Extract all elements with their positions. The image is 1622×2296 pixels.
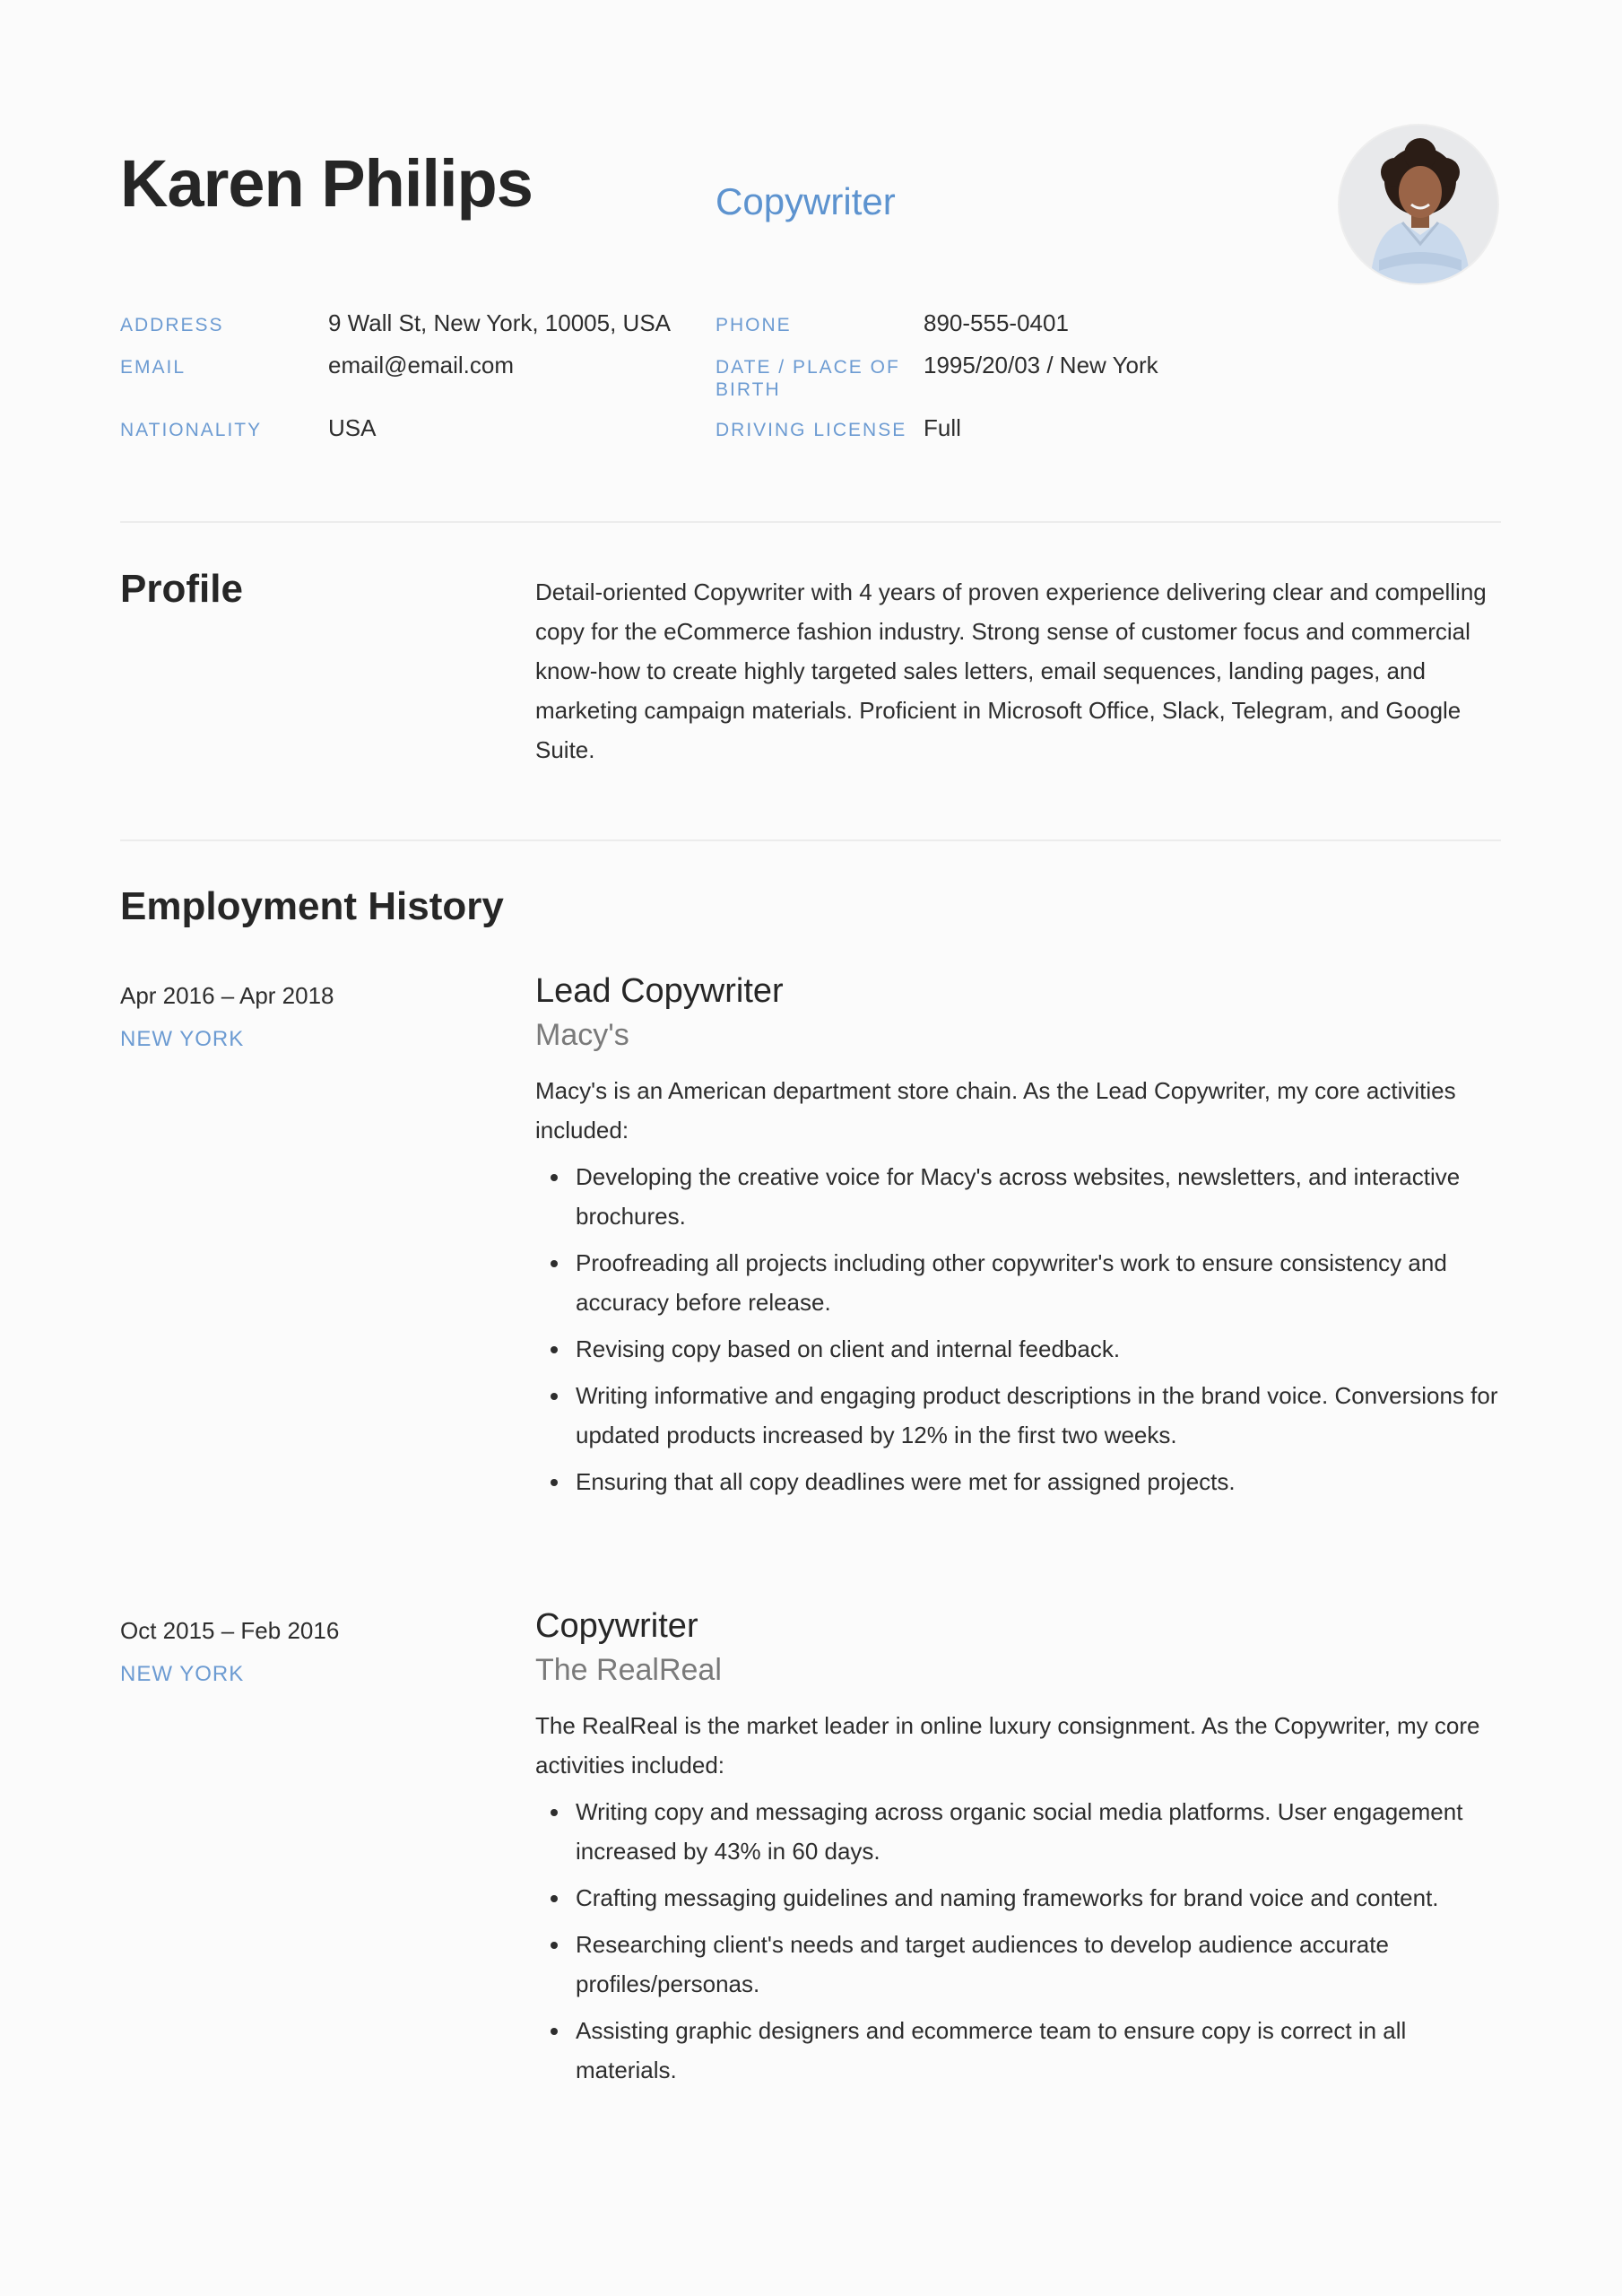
list-item: Researching client's needs and target audiences to develop audience accurate profiles/personas. (576, 1925, 1505, 2004)
job-description: The RealReal is the market leader in online luxury consignment. As the Copywriter, my core activities included: (535, 1712, 1480, 1779)
profile-heading: Profile (120, 567, 243, 611)
license-label: DRIVING LICENSE (716, 420, 907, 440)
candidate-name: Karen Philips (120, 146, 533, 221)
dob-value: 1995/20/03 / New York (924, 352, 1158, 378)
portrait-photo (1340, 126, 1497, 283)
phone-label: PHONE (716, 315, 792, 335)
section-divider (120, 521, 1501, 523)
address-value: 9 Wall St, New York, 10005, USA (328, 309, 672, 336)
job-dates: Apr 2016 – Apr 2018 (120, 982, 334, 1009)
nationality-label: NATIONALITY (120, 420, 263, 440)
job-bullets (535, 1157, 1505, 1501)
list-item: Proofreading all projects including other copywriter's work to ensure consistency and accuracy before release. (576, 1243, 1505, 1322)
candidate-title: Copywriter (716, 180, 896, 222)
phone-value: 890-555-0401 (924, 309, 1069, 336)
job-bullets (535, 1792, 1505, 2090)
job-description: Macy's is an American department store chain. As the Lead Copywriter, my core activities included: (535, 1077, 1456, 1144)
job-dates: Oct 2015 – Feb 2016 (120, 1617, 340, 1644)
job-company: Macy's (535, 1018, 629, 1052)
job-details (535, 1607, 1505, 2097)
address-label: ADDRESS (120, 315, 224, 335)
employment-heading: Employment History (120, 884, 504, 928)
avatar (1340, 126, 1497, 283)
list-item: Revising copy based on client and internal feedback. (576, 1329, 1505, 1369)
details-row (120, 413, 1501, 467)
profile-text: Detail-oriented Copywriter with 4 years of proven experience delivering clear and compelling copy for the eCommerce fashion industry. Strong sense of customer focus and commercial know-how to create highly targeted sales letters, email sequences, landing pages, and marketing campaign materials. Proficient in Microsoft Office, Slack, Telegram, and Google Suite. (535, 578, 1487, 763)
nationality-value: USA (328, 414, 377, 441)
job-city: NEW YORK (120, 1027, 245, 1051)
email-label: EMAIL (120, 357, 186, 378)
list-item: Writing copy and messaging across organic social media platforms. User engagement increased by 43% in 60 days. (576, 1792, 1505, 1871)
list-item: Developing the creative voice for Macy's across websites, newsletters, and interactive brochures. (576, 1157, 1505, 1236)
list-item: Ensuring that all copy deadlines were met for assigned projects. (576, 1462, 1505, 1501)
list-item: Assisting graphic designers and ecommerce team to ensure copy is correct in all materials. (576, 2011, 1505, 2090)
email-value: email@email.com (328, 352, 514, 378)
dob-label: DATE / PLACE OF BIRTH (716, 357, 900, 400)
section-divider (120, 839, 1501, 841)
job-role: Copywriter (535, 1607, 698, 1645)
license-value: Full (924, 414, 961, 441)
list-item: Crafting messaging guidelines and naming frameworks for brand voice and content. (576, 1878, 1505, 1918)
job-company: The RealReal (535, 1653, 722, 1687)
job-details (535, 972, 1505, 1509)
job-city: NEW YORK (120, 1662, 245, 1686)
job-role: Lead Copywriter (535, 972, 784, 1010)
list-item: Writing informative and engaging product descriptions in the brand voice. Conversions for updated products increased by 12% in the first two weeks. (576, 1376, 1505, 1455)
details-row (120, 351, 1501, 404)
